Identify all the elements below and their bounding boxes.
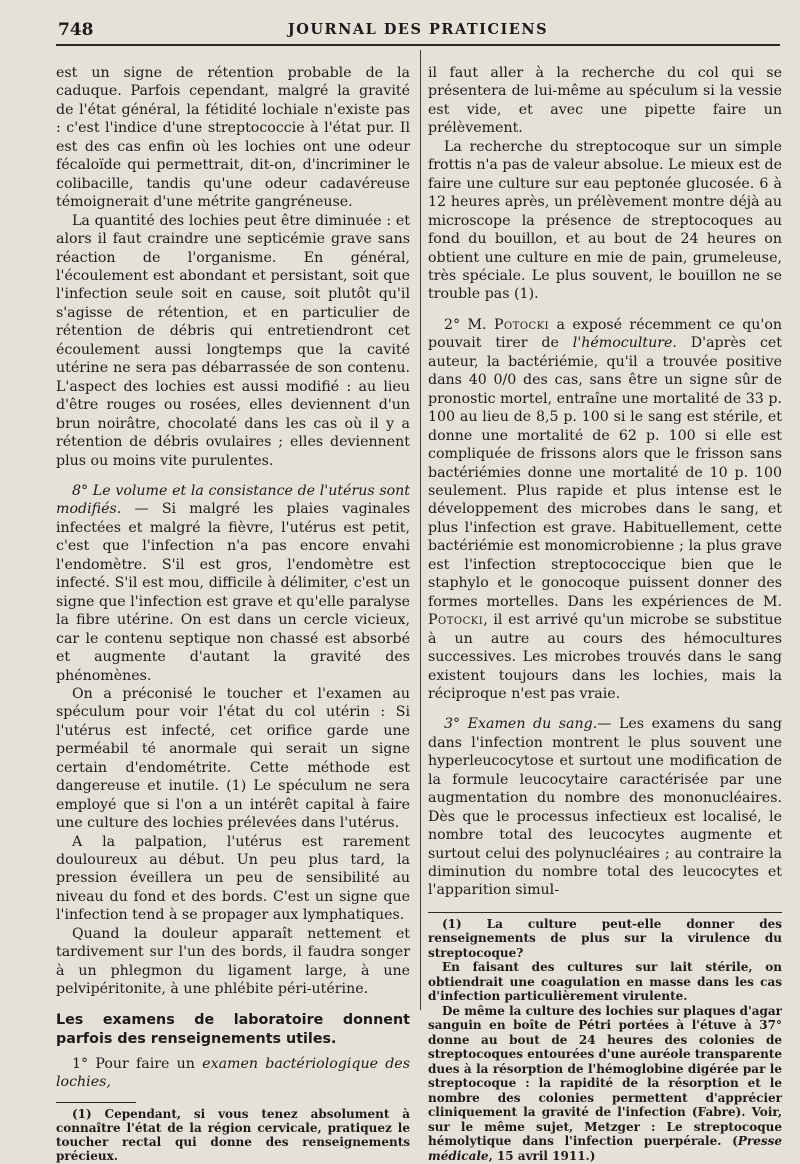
paragraph-text: a exposé récemment ce qu'on pouvait tirer de bbox=[428, 316, 782, 352]
paragraph-text: — Si malgré les plaies vaginales infectées et malgré la fièvre, l'utérus est petit, c'est que l'infection n'a pas encore envahi l'endomètre. S'il est gros, l'endomètre est infecté. S'il est mou, difficile à délimiter, c'est un signe que l'infection est grave et qu'elle paralyse la fibre utérine. On est dans un cercle vicieux, car le contenu septique non chassé est absorbé et augmente d'autant la gravité des phénomènes. bbox=[56, 501, 410, 684]
footnotes bbox=[428, 917, 782, 1164]
journal-title: JOURNAL DES PRATICIENS bbox=[287, 21, 549, 38]
paragraph: Quand la douleur apparaît nettement et tardivement sur l'un des bords, il faudra songer à un phlegmon du ligament large, à une pelvipéritonite, à une phlébite péri-utérine. bbox=[56, 925, 410, 998]
footnote bbox=[428, 1004, 782, 1164]
footnote: (1) La culture peut-elle donner des renseignements de plus sur la virulence du streptocoque? bbox=[428, 916, 782, 960]
section-paragraph bbox=[428, 316, 782, 704]
header-rule bbox=[56, 44, 780, 46]
page-number: 748 bbox=[58, 20, 94, 40]
author-name: Potocki bbox=[493, 316, 550, 333]
footnote-rule bbox=[56, 1102, 136, 1103]
section-lead: 3° Examen du sang. bbox=[444, 716, 598, 733]
right-column bbox=[428, 64, 782, 1163]
citation-title: Presse médicale bbox=[428, 1134, 782, 1163]
paragraph: On a préconisé le toucher et l'examen au spéculum pour voir l'état du col utérin : Si l'utérus est infecté, cet orifice garde une perméabil té anormale qui serait un signe certain d'endométrite. Cette méthode est dangereuse et inutile. (1) Le spéculum ne sera employé que si l'on a un intérêt capital à faire une culture des lochies prélevées dans l'utérus. bbox=[56, 685, 410, 832]
paragraph: il faut aller à la recherche du col qui se présentera de lui-même au spéculum si la vessie est vide, et avec une pipette faire un prélèvement. bbox=[428, 65, 782, 137]
paragraph: La recherche du streptocoque sur un simple frottis n'a pas de valeur absolue. Le mieux est de faire une culture sur eau peptonée glucosée. 6 à 12 heures après, un prélèvement montre déjà au microscope la présence de streptocoques au fond du bouillon, et au bout de 24 heures on obtient une culture en mie de pain, grumeleuse, très spéciale. Le plus souvent, le bouillon ne se trouble pas (1). bbox=[428, 138, 782, 303]
paragraph-text: , il est arrivé qu'un microbe se substitue à un autre au cours des hémocultures successives. Les microbes trouvés dans le sang existent toujours dans les lochies, mais la réciproque n'est pas vraie. bbox=[428, 612, 782, 702]
paragraph bbox=[56, 1055, 410, 1092]
author-name: Potocki bbox=[428, 612, 484, 629]
left-column bbox=[56, 64, 410, 1164]
paragraph: est un signe de rétention probable de la caduque. Parfois cependant, malgré la gravité de l'état général, la fétidité lochiale n'existe pas : c'est l'indice d'une streptococcie à l'état pur. Il est des cas enfin où les lochies ont une odeur fécaloïde qui permettrait, dit-on, d'incriminer le colibacille, tandis qu'une odeur cadavéreuse témoignerait d'une métrite gangréneuse. bbox=[56, 65, 410, 211]
italic-text: l'hémoculture bbox=[572, 335, 673, 352]
column-divider bbox=[420, 50, 421, 1010]
running-header bbox=[58, 20, 778, 42]
section-heading: Les examens de laboratoire donnent parfois des renseignements utiles. bbox=[56, 1011, 410, 1047]
paragraph-text: — Les examens du sang dans l'infection montrent le plus souvent une hyperleucocytose et surtout une modification de la formule leucocytaire caractérisée par une augmentation du nombre des mononucléaires. Dès que le processus infectieux est localisé, le nombre total des leucocytes augmente et surtout celui des polynucléaires ; au contraire la diminution du nombre total des leucocytes et l'apparition simul- bbox=[428, 716, 782, 899]
paragraph: La quantité des lochies peut être diminuée : et alors il faut craindre une septicémie grave sans réaction de l'organisme. En général, l'écoulement est abondant et persistant, soit que l'infection seule soit en cause, soit plutôt qu'il s'agisse de rétention, et en particulier de rétention de débris qui entretiendront cet écoulement aussi longtemps que la cavité utérine ne sera pas débarrassée de son contenu. L'aspect des lochies est aussi modifié : au lieu d'être rouges ou rosées, elles deviennent d'un brun noirâtre, chocolaté dans les cas où il y a rétention de débris ovulaires ; elles deviennent plus ou moins vite purulentes. bbox=[56, 212, 410, 469]
section-paragraph bbox=[56, 482, 410, 685]
paragraph-text: . D'après cet auteur, la bactériémie, qu'il a trouvée positive dans 40 0/0 des cas, sans être un signe sûr de pronostic mortel, entraîne une mortalité de 33 p. 100 au lieu de 8,5 p. 100 si le sang est stérile, et donne une mortalité de 62 p. 100 si elle est compliquée de frissons alors que le frisson sans bactériémies donne une mortalité de 10 p. 100 seulement. Plus rapide et plus intense est le développement des microbes dans le sang, et plus l'infection est grave. Habituellement, cette bactériémie est monomicrobienne ; la plus grave est l'infection streptococcique bien que le staphylo et le gonocoque puissent donner des formes mortelles. Dans les expériences de M. bbox=[428, 335, 782, 610]
paragraph-text: 1° Pour faire un bbox=[72, 1055, 203, 1072]
footnote-rule bbox=[428, 912, 782, 913]
footnote: En faisant des cultures sur lait stérile, on obtiendrait une coagulation en masse dans les cas d'infection particulièrement virulente. bbox=[428, 960, 782, 1004]
paragraph-text: 2° M. bbox=[444, 316, 494, 333]
footnote: (1) Cependant, si vous tenez absolument à connaître l'état de la région cervicale, pratiquez le toucher rectal qui donne des renseignements précieux. bbox=[56, 1106, 410, 1164]
section-lead: 8° Le volume et la consistance de l'utérus sont modifiés. bbox=[56, 482, 410, 518]
footnote-text: , 15 avril 1911.) bbox=[488, 1148, 596, 1163]
paragraph: A la palpation, l'utérus est rarement douloureux au début. Un peu plus tard, la pression éveillera un peu de sensibilité au niveau du fond et des bords. C'est un signe que l'infection tend à se propager aux lymphatiques. bbox=[56, 833, 410, 924]
section-paragraph bbox=[428, 715, 782, 900]
footnote-text: De même la culture des lochies sur plaques d'agar sanguin en boîte de Pétri portées à l'étuve à 37° donne au bout de 24 heures des colonies de streptocoques entourées d'une auréole transparente dues à la résorption de l'hémoglobine digérée par le streptocoque : la rapidité de la résorption et le nombre des colonies permettent d'apprécier cliniquement la gravité de l'infection (Fabre). Voir, sur le même sujet, Metzger : Le streptocoque hémolytique dans l'infection puerpérale. ( bbox=[428, 1003, 782, 1149]
italic-text: examen bactériologique des lochies, bbox=[56, 1055, 410, 1091]
